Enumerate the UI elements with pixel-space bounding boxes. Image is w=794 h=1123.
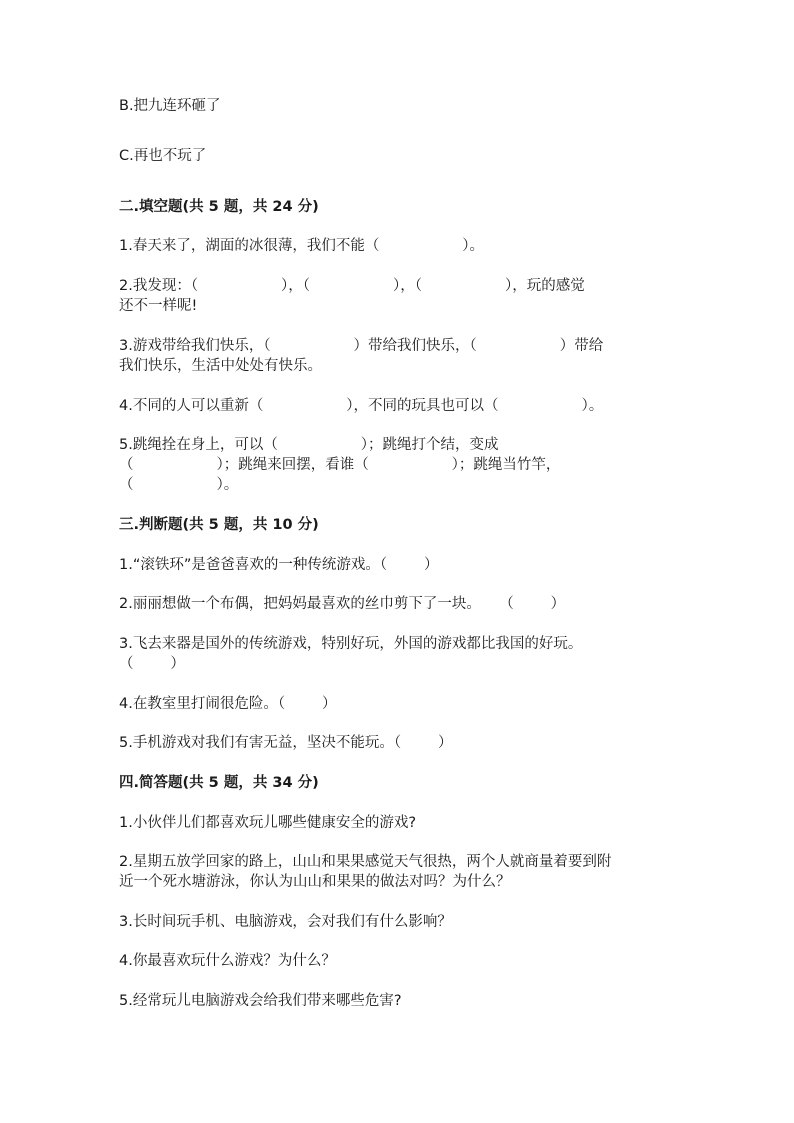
option-b: B.把九连环砸了	[119, 98, 221, 114]
question-line: 5.手机游戏对我们有害无益，坚决不能玩。（ ）	[119, 735, 453, 751]
question-line: 1.“滚铁环”是爸爸喜欢的一种传统游戏。（ ）	[119, 557, 439, 573]
question-line: 2.我发现：（ ），（ ），（ ），玩的感觉	[119, 278, 585, 294]
question-line: 3.长时间玩手机、电脑游戏，会对我们有什么影响？	[119, 914, 452, 930]
question-line: 近一个死水塘游泳，你认为山山和果果的做法对吗？为什么？	[119, 874, 511, 890]
question-line: 2.丽丽想做一个布偶，把妈妈最喜欢的丝巾剪下了一块。 （ ）	[119, 596, 566, 612]
question-line: 2.星期五放学回家的路上，山山和果果感觉天气很热，两个人就商量着要到附	[119, 854, 612, 870]
question-line: 4.不同的人可以重新（ ），不同的玩具也可以（ ）。	[119, 398, 604, 414]
question-line: 5.跳绳拴在身上，可以（ ）；跳绳打个结，变成	[119, 437, 499, 453]
question-line: 4.你最喜欢玩什么游戏？为什么？	[119, 953, 336, 969]
question-line: （ ）；跳绳来回摆，看谁（ ）；跳绳当竹竿，	[119, 457, 561, 473]
question-line: 1.小伙伴儿们都喜欢玩儿哪些健康安全的游戏?	[119, 815, 417, 831]
question-line: 3.飞去来器是国外的传统游戏，特别好玩，外国的游戏都比我国的好玩。	[119, 636, 583, 652]
question-line: （ ）。	[119, 477, 239, 493]
question-line: （ ）	[119, 656, 185, 672]
section-heading-true-false: 三.判断题(共 5 题，共 10 分)	[119, 517, 319, 533]
option-c: C.再也不玩了	[119, 148, 207, 164]
question-line: 4.在教室里打闹很危险。（ ）	[119, 696, 337, 712]
question-line: 还不一样呢!	[119, 298, 198, 314]
question-line: 1.春天来了，湖面的冰很薄，我们不能（ ）。	[119, 238, 485, 254]
question-line: 3.游戏带给我们快乐，（ ）带给我们快乐，（ ）带给	[119, 338, 604, 354]
question-line: 我们快乐，生活中处处有快乐。	[119, 358, 322, 374]
question-line: 5.经常玩儿电脑游戏会给我们带来哪些危害?	[119, 993, 402, 1009]
section-heading-fill-in: 二.填空题(共 5 题，共 24 分)	[119, 199, 319, 215]
section-heading-short-answer: 四.简答题(共 5 题，共 34 分)	[119, 775, 319, 791]
